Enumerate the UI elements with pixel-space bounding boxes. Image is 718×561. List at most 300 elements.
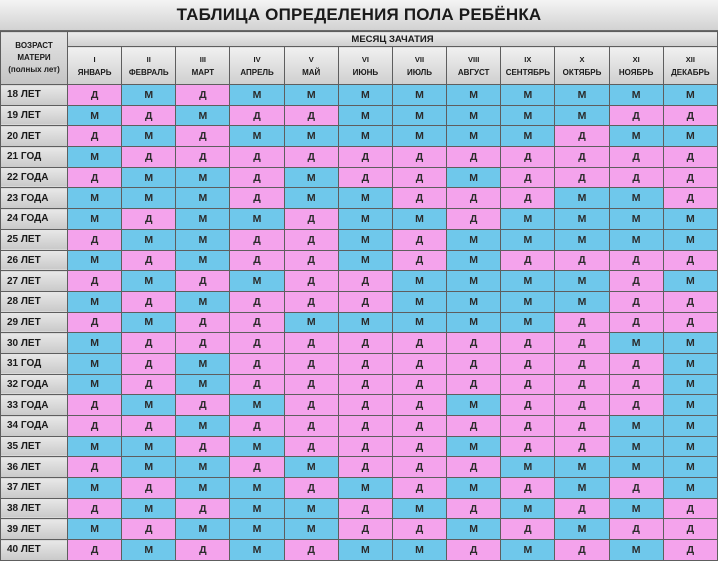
boy-cell: М [501,209,555,230]
girl-cell: Д [122,291,176,312]
boy-cell: М [176,478,230,499]
boy-cell: М [609,188,663,209]
boy-cell: М [68,333,122,354]
boy-cell: М [230,519,284,540]
girl-cell: Д [609,353,663,374]
mother-age-cell: 37 ЛЕТ [1,478,68,499]
month-name: АВГУСТ [457,67,490,77]
table-row [1,167,718,188]
girl-cell: Д [609,291,663,312]
boy-cell: М [122,312,176,333]
boy-cell: М [122,188,176,209]
table-row [1,85,718,106]
girl-cell: Д [663,105,717,126]
table-row [1,291,718,312]
girl-cell: Д [122,209,176,230]
girl-cell: Д [663,312,717,333]
boy-cell: М [176,250,230,271]
girl-cell: Д [663,167,717,188]
boy-cell: М [447,229,501,250]
boy-cell: М [555,291,609,312]
boy-cell: М [122,229,176,250]
boy-cell: М [338,85,392,106]
girl-cell: Д [284,395,338,416]
boy-cell: М [176,209,230,230]
month-roman-numeral: XI [632,54,640,64]
boy-cell: М [122,498,176,519]
boy-cell: М [230,540,284,561]
girl-cell: Д [284,229,338,250]
table-row [1,188,718,209]
boy-cell: М [392,126,446,147]
girl-cell: Д [176,312,230,333]
mother-age-cell: 36 ЛЕТ [1,457,68,478]
girl-cell: Д [68,229,122,250]
boy-cell: М [122,436,176,457]
boy-cell: М [501,540,555,561]
boy-cell: М [230,395,284,416]
mother-age-cell: 30 ЛЕТ [1,333,68,354]
girl-cell: Д [392,457,446,478]
girl-cell: Д [555,147,609,168]
girl-cell: Д [555,395,609,416]
mother-age-cell: 27 ЛЕТ [1,271,68,292]
boy-cell: М [176,374,230,395]
mother-age-cell: 29 ЛЕТ [1,312,68,333]
girl-cell: Д [230,312,284,333]
month-roman-numeral: XII [685,54,695,64]
month-name: ИЮЛЬ [406,67,433,77]
boy-cell: М [338,126,392,147]
girl-cell: Д [338,291,392,312]
boy-cell: М [230,126,284,147]
boy-cell: М [663,271,717,292]
girl-cell: Д [392,167,446,188]
boy-cell: М [68,147,122,168]
boy-cell: М [663,209,717,230]
boy-cell: М [447,395,501,416]
girl-cell: Д [501,167,555,188]
table-row [1,209,718,230]
girl-cell: Д [176,271,230,292]
girl-cell: Д [338,147,392,168]
month-header [68,47,122,85]
boy-cell: М [392,498,446,519]
mother-age-cell: 32 ГОДА [1,374,68,395]
girl-cell: Д [176,498,230,519]
girl-cell: Д [501,374,555,395]
girl-cell: Д [284,291,338,312]
girl-cell: Д [338,271,392,292]
mother-age-cell: 38 ЛЕТ [1,498,68,519]
girl-cell: Д [338,353,392,374]
boy-cell: М [338,540,392,561]
girl-cell: Д [284,147,338,168]
boy-cell: М [555,519,609,540]
boy-cell: М [501,498,555,519]
boy-cell: М [284,457,338,478]
boy-cell: М [609,85,663,106]
table-row [1,540,718,561]
boy-cell: М [663,457,717,478]
boy-cell: М [68,374,122,395]
boy-cell: М [447,436,501,457]
boy-cell: М [609,457,663,478]
table-row [1,478,718,499]
month-name: ОКТЯБРЬ [562,67,602,77]
girl-cell: Д [122,478,176,499]
boy-cell: М [68,188,122,209]
girl-cell: Д [68,395,122,416]
girl-cell: Д [284,436,338,457]
boy-cell: М [609,416,663,437]
boy-cell: М [392,85,446,106]
month-header [555,47,609,85]
month-header [663,47,717,85]
girl-cell: Д [501,188,555,209]
girl-cell: Д [122,147,176,168]
girl-cell: Д [501,147,555,168]
girl-cell: Д [284,105,338,126]
mother-age-cell: 39 ЛЕТ [1,519,68,540]
month-header [176,47,230,85]
boy-cell: М [284,188,338,209]
girl-cell: Д [609,250,663,271]
boy-cell: М [609,333,663,354]
table-row [1,333,718,354]
boy-cell: М [447,85,501,106]
girl-cell: Д [555,374,609,395]
header-row-group [1,32,718,47]
boy-cell: М [68,250,122,271]
girl-cell: Д [555,353,609,374]
girl-cell: Д [447,457,501,478]
boy-cell: М [663,126,717,147]
table-row [1,147,718,168]
girl-cell: Д [609,147,663,168]
boy-cell: М [122,457,176,478]
girl-cell: Д [609,395,663,416]
girl-cell: Д [392,250,446,271]
girl-cell: Д [447,498,501,519]
month-header [501,47,555,85]
boy-cell: М [338,229,392,250]
girl-cell: Д [338,436,392,457]
girl-cell: Д [284,209,338,230]
girl-cell: Д [555,167,609,188]
girl-cell: Д [555,540,609,561]
month-name: МАРТ [191,67,215,77]
mother-age-cell: 18 ЛЕТ [1,85,68,106]
boy-cell: М [122,167,176,188]
boy-cell: М [555,229,609,250]
boy-cell: М [609,229,663,250]
girl-cell: Д [501,519,555,540]
girl-cell: Д [392,188,446,209]
girl-cell: Д [230,167,284,188]
month-roman-numeral: IV [253,54,261,64]
girl-cell: Д [663,519,717,540]
girl-cell: Д [68,498,122,519]
girl-cell: Д [501,353,555,374]
table-row [1,105,718,126]
girl-cell: Д [122,250,176,271]
girl-cell: Д [338,416,392,437]
month-name: НОЯБРЬ [618,67,654,77]
girl-cell: Д [609,374,663,395]
boy-cell: М [392,291,446,312]
boy-cell: М [501,271,555,292]
boy-cell: М [122,85,176,106]
girl-cell: Д [68,540,122,561]
boy-cell: М [230,85,284,106]
boy-cell: М [176,519,230,540]
girl-cell: Д [609,478,663,499]
boy-cell: М [447,519,501,540]
boy-cell: М [284,167,338,188]
girl-cell: Д [501,333,555,354]
age-column-header: ВОЗРАСТ МАТЕРИ (полных лет) [1,32,68,85]
girl-cell: Д [609,519,663,540]
boy-cell: М [663,374,717,395]
mother-age-cell: 21 ГОД [1,147,68,168]
girl-cell: Д [176,395,230,416]
mother-age-cell: 40 ЛЕТ [1,540,68,561]
boy-cell: М [663,395,717,416]
boy-cell: М [338,188,392,209]
girl-cell: Д [392,416,446,437]
boy-cell: М [663,353,717,374]
girl-cell: Д [501,250,555,271]
mother-age-cell: 33 ГОДА [1,395,68,416]
mother-age-cell: 35 ЛЕТ [1,436,68,457]
month-name: ЯНВАРЬ [77,67,112,77]
boy-cell: М [284,519,338,540]
girl-cell: Д [338,457,392,478]
girl-cell: Д [392,478,446,499]
page-title: ТАБЛИЦА ОПРЕДЕЛЕНИЯ ПОЛА РЕБЁНКА [0,0,718,31]
girl-cell: Д [284,271,338,292]
boy-cell: М [230,209,284,230]
girl-cell: Д [392,519,446,540]
boy-cell: М [609,540,663,561]
month-roman-numeral: VI [361,54,369,64]
boy-cell: М [501,229,555,250]
boy-cell: М [176,457,230,478]
girl-cell: Д [447,374,501,395]
table-row [1,312,718,333]
girl-cell: Д [284,478,338,499]
girl-cell: Д [284,416,338,437]
boy-cell: М [447,167,501,188]
girl-cell: Д [176,436,230,457]
boy-cell: М [284,85,338,106]
boy-cell: М [68,478,122,499]
girl-cell: Д [501,436,555,457]
girl-cell: Д [284,250,338,271]
month-roman-numeral: II [146,54,151,64]
boy-cell: М [230,478,284,499]
table-row [1,436,718,457]
boy-cell: М [176,416,230,437]
boy-cell: М [284,312,338,333]
boy-cell: М [555,85,609,106]
table-row [1,498,718,519]
mother-age-cell: 25 ЛЕТ [1,229,68,250]
girl-cell: Д [609,312,663,333]
boy-cell: М [447,250,501,271]
boy-cell: М [338,105,392,126]
boy-cell: М [68,519,122,540]
girl-cell: Д [284,353,338,374]
table-row [1,229,718,250]
mother-age-cell: 22 ГОДА [1,167,68,188]
boy-cell: М [501,105,555,126]
boy-cell: М [284,498,338,519]
girl-cell: Д [122,333,176,354]
mother-age-cell: 28 ЛЕТ [1,291,68,312]
girl-cell: Д [284,540,338,561]
boy-cell: М [501,291,555,312]
table-row [1,457,718,478]
girl-cell: Д [230,188,284,209]
boy-cell: М [447,126,501,147]
boy-cell: М [176,188,230,209]
boy-cell: М [501,312,555,333]
month-header-row [1,47,718,85]
girl-cell: Д [555,312,609,333]
girl-cell: Д [663,147,717,168]
girl-cell: Д [663,291,717,312]
girl-cell: Д [392,395,446,416]
girl-cell: Д [68,312,122,333]
girl-cell: Д [176,85,230,106]
girl-cell: Д [663,188,717,209]
month-name: АПРЕЛЬ [240,67,274,77]
girl-cell: Д [609,105,663,126]
boy-cell: М [230,271,284,292]
table-row [1,374,718,395]
boy-cell: М [609,498,663,519]
girl-cell: Д [609,167,663,188]
boy-cell: М [663,85,717,106]
boy-cell: М [609,126,663,147]
boy-cell: М [284,126,338,147]
boy-cell: М [176,291,230,312]
girl-cell: Д [392,374,446,395]
girl-cell: Д [68,457,122,478]
girl-cell: Д [230,333,284,354]
girl-cell: Д [338,333,392,354]
girl-cell: Д [663,540,717,561]
boy-cell: М [663,478,717,499]
girl-cell: Д [392,229,446,250]
girl-cell: Д [447,188,501,209]
month-header [284,47,338,85]
girl-cell: Д [501,478,555,499]
table-row [1,395,718,416]
girl-cell: Д [122,374,176,395]
girl-cell: Д [338,167,392,188]
boy-cell: М [392,209,446,230]
girl-cell: Д [284,333,338,354]
girl-cell: Д [176,333,230,354]
boy-cell: М [392,312,446,333]
boy-cell: М [555,478,609,499]
girl-cell: Д [555,416,609,437]
boy-cell: М [392,271,446,292]
boy-cell: М [447,291,501,312]
boy-cell: М [555,188,609,209]
month-header [338,47,392,85]
mother-age-cell: 26 ЛЕТ [1,250,68,271]
girl-cell: Д [284,374,338,395]
girl-cell: Д [663,498,717,519]
boy-cell: М [663,416,717,437]
month-header [447,47,501,85]
girl-cell: Д [555,436,609,457]
boy-cell: М [122,395,176,416]
boy-cell: М [338,312,392,333]
boy-cell: М [501,126,555,147]
girl-cell: Д [392,147,446,168]
girl-cell: Д [447,540,501,561]
girl-cell: Д [230,147,284,168]
girl-cell: Д [392,353,446,374]
girl-cell: Д [392,436,446,457]
girl-cell: Д [68,271,122,292]
girl-cell: Д [338,498,392,519]
boy-cell: М [338,250,392,271]
girl-cell: Д [176,126,230,147]
boy-cell: М [122,540,176,561]
boy-cell: М [230,436,284,457]
boy-cell: М [555,457,609,478]
table-row [1,250,718,271]
girl-cell: Д [230,353,284,374]
mother-age-cell: 31 ГОД [1,353,68,374]
month-name: МАЙ [302,67,321,77]
girl-cell: Д [392,333,446,354]
boy-cell: М [663,436,717,457]
table-row [1,126,718,147]
boy-cell: М [338,209,392,230]
girl-cell: Д [447,209,501,230]
girl-cell: Д [230,229,284,250]
month-name: ДЕКАБРЬ [671,67,710,77]
girl-cell: Д [230,250,284,271]
month-roman-numeral: VIII [468,54,480,64]
mother-age-cell: 34 ГОДА [1,416,68,437]
boy-cell: М [338,478,392,499]
girl-cell: Д [501,395,555,416]
boy-cell: М [447,105,501,126]
month-roman-numeral: III [199,54,207,64]
boy-cell: М [609,209,663,230]
month-name: ИЮНЬ [352,67,379,77]
girl-cell: Д [555,333,609,354]
month-header [609,47,663,85]
boy-cell: М [447,478,501,499]
month-roman-numeral: X [579,54,585,64]
girl-cell: Д [122,416,176,437]
girl-cell: Д [230,457,284,478]
girl-cell: Д [68,85,122,106]
girl-cell: Д [338,374,392,395]
girl-cell: Д [230,105,284,126]
month-roman-numeral: IX [524,54,532,64]
boy-cell: М [555,105,609,126]
